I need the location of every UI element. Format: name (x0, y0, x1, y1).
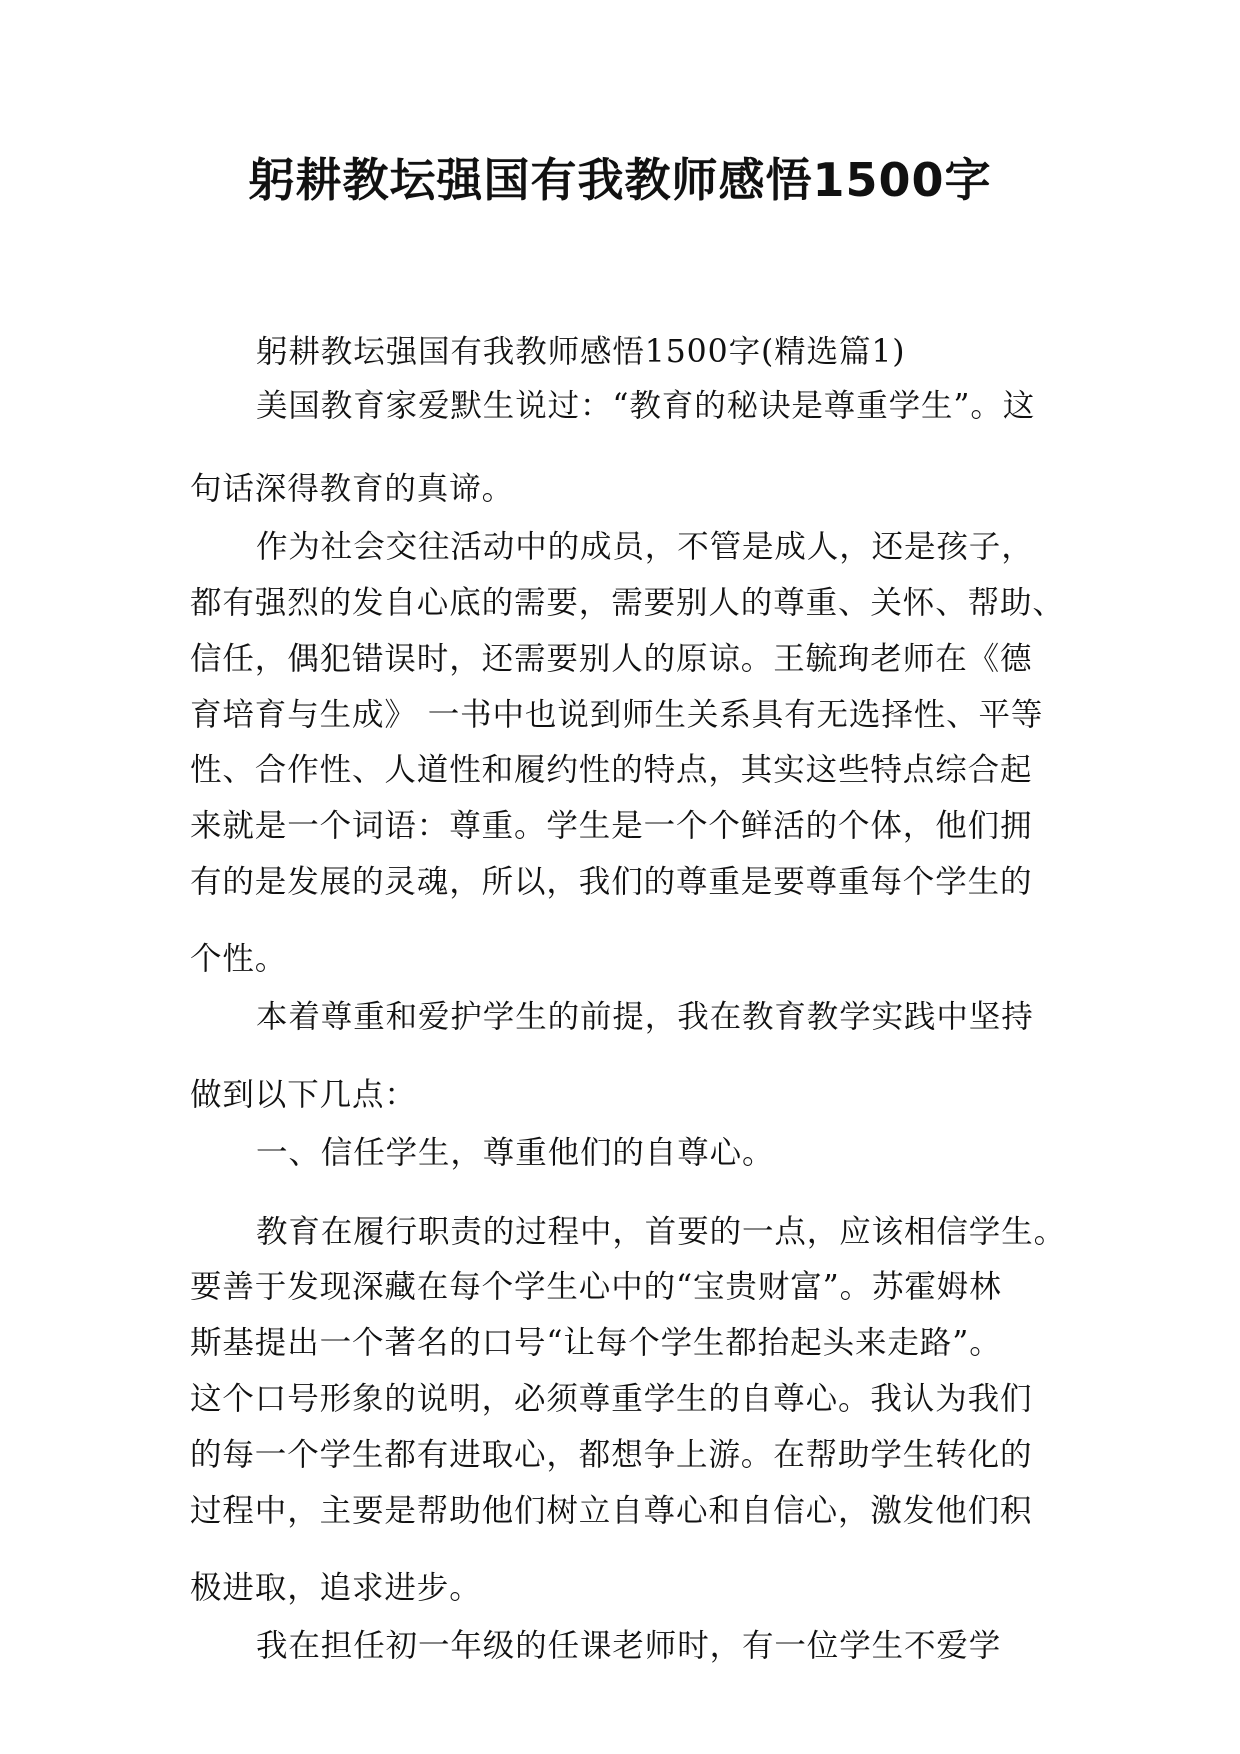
text-line: 我在担任初一年级的任课老师时，有一位学生不爱学 (256, 1628, 1002, 1664)
text-line: 极进取，追求进步。 (190, 1570, 482, 1606)
text-line: 都有强烈的发自心底的需要，需要别人的尊重、关怀、帮助、 (190, 585, 1065, 621)
text-line: 的每一个学生都有进取心，都想争上游。在帮助学生转化的 (190, 1437, 1033, 1473)
text-line: 斯基提出一个著名的口号“让每个学生都抬起头来走路”。 (190, 1325, 1002, 1361)
text-line: 个性。 (190, 941, 288, 977)
text-line: 过程中，主要是帮助他们树立自尊心和自信心，激发他们积 (190, 1493, 1033, 1529)
text-line: 信任，偶犯错误时，还需要别人的原谅。王毓珣老师在《德 (190, 641, 1033, 677)
document-title: 躬耕教坛强国有我教师感悟1500字 (248, 153, 992, 207)
text-line: 这个口号形象的说明，必须尊重学生的自尊心。我认为我们 (190, 1381, 1033, 1417)
text-line: 要善于发现深藏在每个学生心中的“宝贵财富”。苏霍姆林 (190, 1269, 1002, 1305)
text-line: 来就是一个词语：尊重。学生是一个个鲜活的个体，他们拥 (190, 808, 1033, 844)
text-line: 本着尊重和爱护学生的前提，我在教育教学实践中坚持 (256, 999, 1034, 1035)
text-line: 性、合作性、人道性和履约性的特点，其实这些特点综合起 (190, 752, 1033, 788)
text-line: 美国教育家爱默生说过：“教育的秘诀是尊重学生”。这 (256, 388, 1036, 424)
text-line: 作为社会交往活动中的成员，不管是成人，还是孩子， (256, 529, 1034, 565)
section-heading: 躬耕教坛强国有我教师感悟1500字(精选篇1) (256, 334, 906, 370)
text-line: 教育在履行职责的过程中，首要的一点，应该相信学生。 (256, 1214, 1067, 1250)
text-line: 做到以下几点： (190, 1077, 417, 1113)
text-line: 育培育与生成》 一书中也说到师生关系具有无选择性、平等 (190, 697, 1044, 733)
text-line: 有的是发展的灵魂，所以，我们的尊重是要尊重每个学生的 (190, 864, 1033, 900)
text-line: 一、信任学生，尊重他们的自尊心。 (256, 1135, 775, 1171)
text-line: 句话深得教育的真谛。 (190, 471, 515, 507)
